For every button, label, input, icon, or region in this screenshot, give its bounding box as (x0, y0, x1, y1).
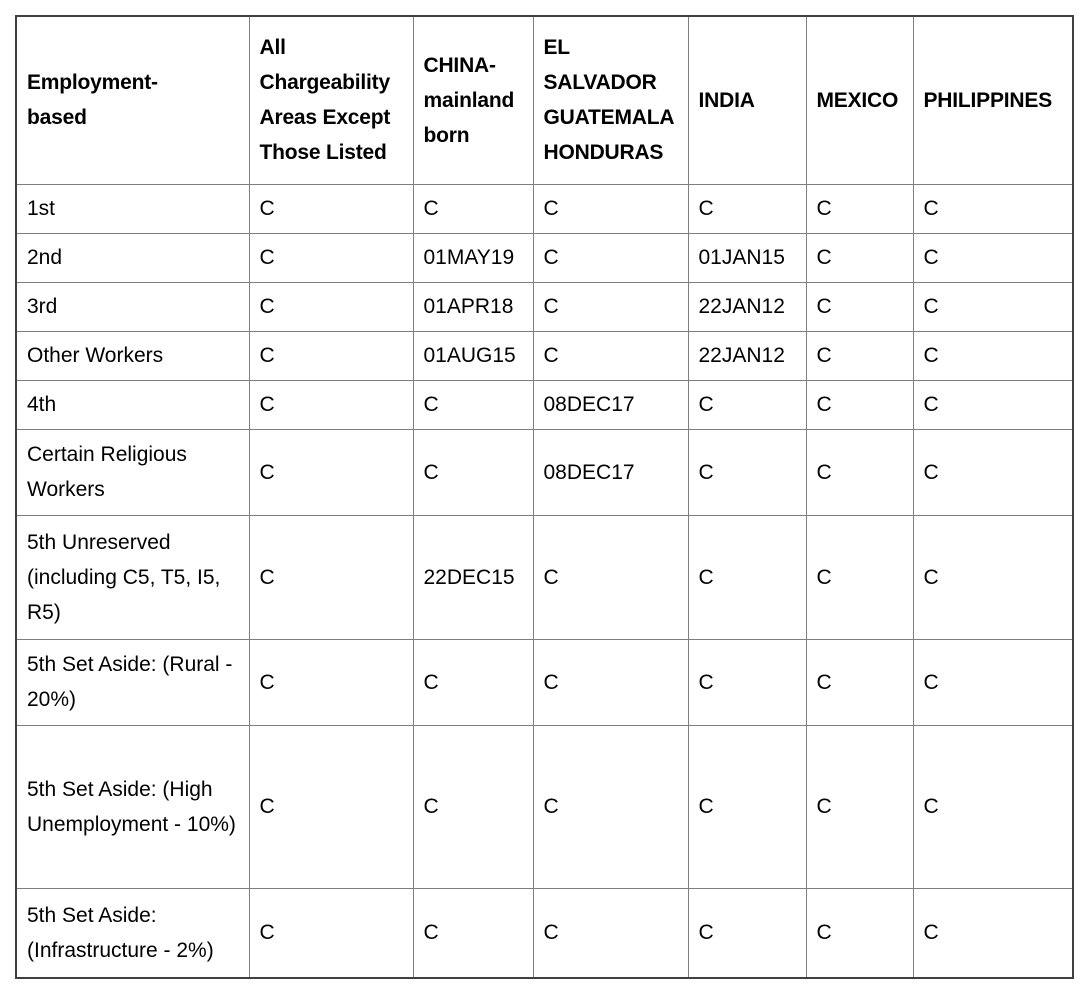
cell-philippines: C (913, 233, 1073, 282)
cell-india: C (688, 639, 806, 725)
header-row (16, 16, 1073, 184)
cell-el-salvador-guatemala-honduras: C (533, 282, 688, 331)
cell-el-salvador-guatemala-honduras: C (533, 515, 688, 639)
cell-philippines: C (913, 429, 1073, 515)
cell-mexico: C (806, 331, 913, 380)
row-label: 1st (16, 184, 249, 233)
cell-philippines: C (913, 515, 1073, 639)
cell-el-salvador-guatemala-honduras: C (533, 233, 688, 282)
table-row-certain-religious-workers (16, 429, 1073, 515)
cell-all-areas: C (249, 233, 413, 282)
table-row-eb5-infrastructure (16, 888, 1073, 978)
table-row-eb5-high-unemployment (16, 725, 1073, 888)
employment-based-visa-table (15, 15, 1074, 979)
cell-india: C (688, 184, 806, 233)
row-label: 2nd (16, 233, 249, 282)
cell-el-salvador-guatemala-honduras: 08DEC17 (533, 429, 688, 515)
table-row-eb1 (16, 184, 1073, 233)
cell-all-areas: C (249, 184, 413, 233)
table-row-eb4 (16, 380, 1073, 429)
cell-el-salvador-guatemala-honduras: C (533, 331, 688, 380)
cell-all-areas: C (249, 639, 413, 725)
cell-all-areas: C (249, 331, 413, 380)
cell-philippines: C (913, 282, 1073, 331)
row-label: 5th Set Aside: (Infrastructure - 2%) (16, 888, 249, 978)
table-row-eb2 (16, 233, 1073, 282)
cell-china: 01APR18 (413, 282, 533, 331)
cell-mexico: C (806, 380, 913, 429)
cell-india: 01JAN15 (688, 233, 806, 282)
column-header-mexico: MEXICO (806, 16, 913, 184)
cell-india: C (688, 429, 806, 515)
cell-all-areas: C (249, 282, 413, 331)
table-row-eb5-rural (16, 639, 1073, 725)
column-header-all-chargeability-areas: All Chargeability Areas Except Those Listed (249, 16, 413, 184)
cell-all-areas: C (249, 429, 413, 515)
cell-china: C (413, 380, 533, 429)
table-row-eb5-unreserved (16, 515, 1073, 639)
cell-india: C (688, 515, 806, 639)
cell-mexico: C (806, 282, 913, 331)
cell-china: 01MAY19 (413, 233, 533, 282)
cell-india: 22JAN12 (688, 282, 806, 331)
cell-mexico: C (806, 725, 913, 888)
cell-china: C (413, 639, 533, 725)
cell-el-salvador-guatemala-honduras: C (533, 888, 688, 978)
cell-el-salvador-guatemala-honduras: C (533, 639, 688, 725)
row-label: 4th (16, 380, 249, 429)
column-header-label: Employment-based (27, 71, 158, 130)
cell-el-salvador-guatemala-honduras: C (533, 725, 688, 888)
row-label: Other Workers (16, 331, 249, 380)
cell-india: 22JAN12 (688, 331, 806, 380)
table-row-other-workers (16, 331, 1073, 380)
column-header-employment-based (16, 16, 249, 184)
cell-mexico: C (806, 429, 913, 515)
cell-philippines: C (913, 725, 1073, 888)
cell-india: C (688, 725, 806, 888)
column-header-el-salvador-guatemala-honduras: EL SALVADOR GUATEMALA HONDURAS (533, 16, 688, 184)
table-row-eb3 (16, 282, 1073, 331)
cell-philippines: C (913, 184, 1073, 233)
cell-china: C (413, 725, 533, 888)
cell-mexico: C (806, 233, 913, 282)
cell-all-areas: C (249, 515, 413, 639)
cell-china: C (413, 184, 533, 233)
cell-india: C (688, 380, 806, 429)
row-label: 5th Set Aside: (Rural - 20%) (16, 639, 249, 725)
cell-mexico: C (806, 639, 913, 725)
column-header-philippines: PHILIPPINES (913, 16, 1073, 184)
column-header-china-mainland-born: CHINA-mainland born (413, 16, 533, 184)
cell-china: 01AUG15 (413, 331, 533, 380)
row-label: Certain Religious Workers (16, 429, 249, 515)
cell-china: C (413, 888, 533, 978)
row-label: 5th Set Aside: (High Unemployment - 10%) (16, 725, 249, 888)
cell-mexico: C (806, 515, 913, 639)
cell-mexico: C (806, 888, 913, 978)
cell-india: C (688, 888, 806, 978)
cell-philippines: C (913, 639, 1073, 725)
cell-philippines: C (913, 888, 1073, 978)
cell-mexico: C (806, 184, 913, 233)
cell-all-areas: C (249, 725, 413, 888)
cell-philippines: C (913, 380, 1073, 429)
row-label: 5th Unreserved (including C5, T5, I5, R5) (16, 515, 249, 639)
cell-el-salvador-guatemala-honduras: C (533, 184, 688, 233)
cell-china: C (413, 429, 533, 515)
cell-all-areas: C (249, 888, 413, 978)
row-label: 3rd (16, 282, 249, 331)
cell-china: 22DEC15 (413, 515, 533, 639)
cell-all-areas: C (249, 380, 413, 429)
cell-el-salvador-guatemala-honduras: 08DEC17 (533, 380, 688, 429)
cell-philippines: C (913, 331, 1073, 380)
column-header-india: INDIA (688, 16, 806, 184)
